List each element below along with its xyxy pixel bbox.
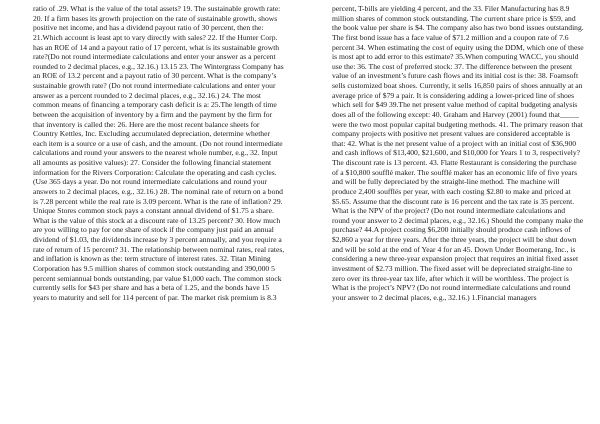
left-text-column: ratio of .29. What is the value of the total assets? 19. The sustainable growth rate: 20. If a firm bases its growth projection on the rate of sustainable growth, shows positive net income, and has a dividend payout ratio of 30 percent, then the: 21.Which account is least apt to vary directly with sales? 22. If the Hunter Corp. has an ROE of 14 and a payout ratio of 17 percent, what is its sustainable growth rate?(Do not round intermediate calculations and enter your answer as a percent rounded to 2 decimal places, e.g., 32.16.) 13.15 23. The Wintergrass Company has an ROE of 13.2 percent and a payout ratio of 30 percent. What is the company’s sustainable growth rate? (Do not round intermediate calculations and enter your answer as a percent rounded to 2 decimal places, e.g., 32.16.) 24. The most common means of financing a temporary cash deficit is a: 25.The length of time between the acquisition of inventory by a firm and the payment by the firm for that inventory is called the: 26. Here are the most recent balance sheets for Country Kettles, Inc. Excluding accumulated depreciation, determine whether each item is a source or a use of cash, and the amount. (Do not round intermediate calculations and round your answers to the nearest whole number, e.g., 32. Input all amounts as positive values): 27. Consider the following financial statement information for the Rivers Corporation: Calculate the operating and cash cycles. (Use 365 days a year. Do not round intermediate calculations and round your answers to 2 decimal places, e.g., 32.16.) 28. The nominal rate of return on a bond is 7.28 percent while the real rate is 3.09 percent. What is the rate of inflation? 29. Unique Stores common stock pays a constant annual dividend of $1.75 a share. What is the value of this stock at a discount rate of 13.25 percent? 30. How much are you willing to pay for one share of stock if the company just paid an annual dividend of $1.03, the dividends increase by 3 percent annually, and you require a rate of return of 15 percent? 31. The relationship between nominal rates, real rates, and inflation is known as the: term structure of interest rates. 32. Titan Mining Corporation has 9.5 million shares of common stock outstanding and 390,000 5 percent semiannual bonds outstanding, par value $1,000 each. The common stock currently sells for $43 per share and has a beta of 1.25, and the bonds have 15 years to maturity and sell for 114 percent of par. The market risk premium is 8.3	[33, 4, 285, 302]
right-text-column: percent, T-bills are yielding 4 percent, and the 33. Filer Manufacturing has 8.9 million shares of common stock outstanding. The current share price is $59, and the book value per share is $4. The company also has two bond issues outstanding. The first bond issue has a face value of $71.2 million and a coupon rate of 7.6 percent 34. When estimating the cost of equity using the DDM, which one of these is most apt to add error to this estimate? 35.When computing WACC, you should use the: 36. The cost of preferred stock: 37. The difference between the present value of an investment’s future cash flows and its initial cost is the: 38. Foamsoft sells customized boat shoes. Currently, it sells 16,850 pairs of shoes annually at an average price of $79 a pair. It is considering adding a lower-priced line of shoes which sell for $49 39.The net present value method of capital budgeting analysis does all of the following except: 40. Graham and Harvey (2001) found that_____ were the two most popular capital budgeting methods. 41. The primary reason that company projects with positive net present values are considered acceptable is that: 42. What is the net present value of a project with an initial cost of $36,900 and cash inflows of $13,400, $21,600, and $10,000 for Years 1 to 3, respectively? The discount rate is 13 percent. 43. Flatte Restaurant is considering the purchase of a $10,800 soufflé maker. The soufflé maker has an economic life of five years and will be fully depreciated by the straight-line method. The machine will produce 2,400 soufflés per year, with each costing $2.80 to make and priced at $5.65. Assume that the discount rate is 16 percent and the tax rate is 35 percent. What is the NPV of the project? (Do not round intermediate calculations and round your answer to 2 decimal places, e.g., 32.16.) Should the company make the purchase? 44.A project costing $6,200 initially should produce cash inflows of $2,860 a year for three years. After the three years, the project will be shut down and will be sold at the end of Year 4 for an 45. Down Under Boomerang, Inc., is considering a new three-year expansion project that requires an initial fixed asset investment of $2.73 million. The fixed asset will be depreciated straight-line to zero over its three-year tax life, after which it will be worthless. The project is What is the project’s NPV? (Do not round intermediate calculations and round your answer to 2 decimal places, e.g., 32.16.) 1.Financial managers	[332, 4, 584, 302]
